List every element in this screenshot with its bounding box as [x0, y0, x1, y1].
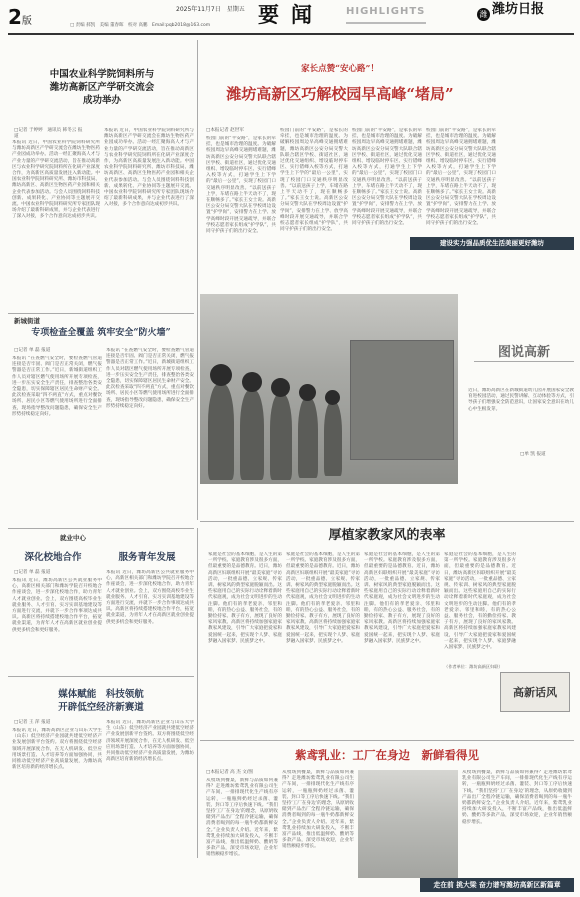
article-3-body: 本报讯 近日，潍坊高新区公共就业服务中心，高新区相关部门和潍坊学院召开校地合作座谈会，进一步深化校地合作，助力青年人才就业创业。会上，双方围绕高校毕业生就业服务、人才引育、实习实训基地建设等方面进行交流，并就下一步合作事项达成共识。高新区将持续搭建校地合作平台，拓宽就业渠道，为青年人才在高新区就业创业提供更多机会和更好服务。 [12, 578, 102, 633]
article-3-title-left: 深化校地合作 [24, 552, 82, 563]
article-6-body-cont: 家庭是社会的基本细胞，是人生的第一所学校。家庭教育涉及很多方面，但最重要的是品德教育。近日，潍坊高新区妇联组织开展“最美家庭”寻访活动，一批重品德、立家规、传家训、树家风的典型家庭脱颖而出。这些家庭用自己的实际行动诠释着新时代家庭观，成为社会文明进步的生动注脚。他们有的孝老爱亲、邻里和睦，有的热心公益、服务社会，有的勤俭持家、教子有方，展现了良好的家风家教。高新区将持续加强家庭家教家风建设，引导广大家庭把爱家和爱国统一起来，把实现个人梦、家庭梦融入国家梦、民族梦之中。 [364, 552, 440, 644]
row-divider [8, 313, 194, 314]
article-6-title: 厚植家教家风的表率 [328, 528, 446, 543]
display-board [350, 340, 454, 460]
masthead-rule [8, 33, 574, 35]
article-7-title: 紫鸢乳业：工厂在身边 新鲜看得见 [295, 748, 479, 762]
article-6-source: （作者单位：潍坊高新区妇联） [444, 664, 503, 669]
page-number: 2版 [8, 5, 32, 29]
column-divider [197, 528, 198, 858]
newspaper-logo: 潍坊日报 [492, 2, 545, 17]
article-7-body-cont: 从牧场到餐桌，新鲜与品质如何兼得？走进潍坊紫鸢乳业有限公司生产车间，一排排现代化生产线有序运转，一瓶瓶鲜奶经过杀菌、灌装、封口等工序后快速下线。“我们坚持‘工厂在身边’的理念，从原奶收储到产品出厂全程冷链运输，确保消费者喝到的每一瓶牛奶都新鲜安全。”企业负责人介绍。近年来，紫鸢乳业持续加大研发投入，不断丰富产品线，推出低温鲜奶、酸奶等多款产品，深受市场欢迎，企业年销售额稳步增长。 [282, 770, 354, 850]
article-2-byline: □记者 单 磊 报道 [14, 348, 51, 353]
article-3-byline: □记者 单 磊 报道 [14, 570, 51, 575]
row-divider [8, 676, 194, 677]
article-2-body: 本报讯 “在查燃气安全时，要检查燃气管道连接是否牢固、阀门是否正常关闭，燃气报警器是否正常工作。”近日，新城街道组织工作人员对辖区燃气使用场所开展专项检查，进一步压实安全生产责任，排查整治各类安全隐患，切实保障辖区居民生命财产安全。此次检查采取“四不两直”方式，重点对餐饮场所、居民小区等燃气使用场所进行全面排查，现场指导整改问题隐患，确保安全生产形势持续稳定向好。 [12, 356, 102, 417]
article-4-byline: □记者 王 萍 报道 [14, 720, 51, 725]
article-3-body-cont: 本报讯 近日，潍坊高新区公共就业服务中心，高新区相关部门和潍坊学院召开校地合作座谈会，进一步深化校地合作，助力青年人才就业创业。会上，双方围绕高校毕业生就业服务、人才引育、实习实训基地建设等方面进行交流，并就下一步合作事项达成共识。高新区将持续搭建校地合作平台，拓宽就业渠道，为青年人才在高新区就业创业提供更多机会和更好服务。 [106, 570, 194, 625]
article-4-body-cont: 本报讯 近日，潍坊高新区企业与山东大学生（山东）低空经济产业园就共建低空经济产业发展创新平台签约。双方将围绕低空经济领域开展深度合作，在无人机研发、低空应用场景打造、人才培养等方面加强协同，共同推动低空经济产业高质量发展，为潍坊高新区培育新的经济增长点。 [106, 720, 194, 763]
child-figure [324, 402, 342, 476]
photo-byline: □单 凯 报道 [520, 452, 546, 457]
article-7-body-cont: 从牧场到餐桌，新鲜与品质如何兼得？走进潍坊紫鸢乳业有限公司生产车间，一排排现代化生产线有序运转，一瓶瓶鲜奶经过杀菌、灌装、封口等工序后快速下线。“我们坚持‘工厂在身边’的理念，从原奶收储到产品出厂全程冷链运输，确保消费者喝到的每一瓶牛奶都新鲜安全。”企业负责人介绍。近年来，紫鸢乳业持续加大研发投入，不断丰富产品线，推出低温鲜奶、酸奶等多款产品，深受市场欢迎，企业年销售额稳步增长。 [462, 770, 572, 825]
article-7-byline: □本报记者 高 杰 文/图 [206, 770, 254, 775]
article-2-section: 新城街道 [14, 317, 40, 325]
newspaper-logo-icon: 潍 [477, 8, 490, 21]
article-1-title: 中国农业科学院饲料所与 潍坊高新区产学研交流会 成功举办 [49, 69, 155, 106]
article-2-body-cont: 本报讯 “在查燃气安全时，要检查燃气管道连接是否牢固、阀门是否正常关闭，燃气报警器是否正常工作。”近日，新城街道组织工作人员对辖区燃气使用场所开展专项检查，进一步压实安全生产责任，排查整治各类安全隐患，切实保障辖区居民生命财产安全。此次检查采取“四不两直”方式，重点对餐饮场所、居民小区等燃气使用场所进行全面排查，现场指导整改问题隐患，确保安全生产形势持续稳定向好。 [106, 348, 194, 409]
article-4-body: 本报讯 近日，潍坊高新区企业与山东大学生（山东）低空经济产业园就共建低空经济产业发展创新平台签约。双方将围绕低空经济领域开展深度合作，在无人机研发、低空应用场景打造、人才培养等方面加强协同，共同推动低空经济产业高质量发展，为潍坊高新区培育新的经济增长点。 [12, 728, 102, 771]
issue-date: 2025年11月7日 星期五 [176, 6, 245, 13]
article-5-byline: □本报记者 赵世军 [206, 128, 244, 133]
article-3-title-right: 服务青年发展 [118, 552, 176, 563]
article-1-body: 本报讯 近日，中国农业科学院饲料研究所与潍坊高新区产学研交流会在潍坊生物医药产业园成功举办。活动一经汇聚海高人才与产业力量的产学研交流活动，旨在推动高新区与农业科学研究院饲料所在化研产业深度合作，为高新区高质量发展注入新动能。中国农业科学院饲料研究所、潍坊市科技局、潍坊高新区、高新区生物医药产业园和相关企业代表参加活动。与会人员围绕饲料科技创新、成果转化、产业协同等主题展开交流。中国农业科学院饲料研究所专家团队现场介绍了最新科研成果，并与企业代表进行了深入对接，多个合作意向达成初步共识。 [12, 140, 100, 220]
child-head [242, 372, 262, 392]
school-safety-photo [200, 294, 458, 484]
child-head [299, 384, 316, 401]
child-figure [270, 394, 292, 480]
child-head [210, 364, 232, 386]
sidebar-right-body [500, 40, 574, 236]
article-5-body-cont: 校园门前的“平安路”，是家长的牵挂，也是城市治理的温度。为破解校园周边早高峰交通拥堵难题，潍坊高新区公安分局交警大队联合辖区学校、街道社区，通过优化交通组织、增设临时停车区、实行错峰入校等方式，打通学生上下学的“最后一公里”，实现了校园门口交通秩序明显改善。“以前送孩子上学，车堵在路上半天动不了，现在顺畅多了。”家长王女士说。高新区公安分局交警大队在学校周边设置“护学岗”，安排警力在上学、放学高峰时段开展交通疏导，并联合学校志愿者家长组成“护学队”，共同守护孩子们的出行安全。 [352, 128, 422, 227]
column-logo-box [500, 672, 570, 712]
article-4-title: 媒体赋能 科技领航 开辟低空经济新赛道 [58, 689, 144, 713]
child-figure [298, 398, 318, 478]
row-divider [200, 740, 574, 741]
article-5-body-cont: 校园门前的“平安路”，是家长的牵挂，也是城市治理的温度。为破解校园周边早高峰交通拥堵难题，潍坊高新区公安分局交警大队联合辖区学校、街道社区，通过优化交通组织、增设临时停车区、实行错峰入校等方式，打通学生上下学的“最后一公里”，实现了校园门口交通秩序明显改善。“以前送孩子上学，车堵在路上半天动不了，现在顺畅多了。”家长王女士说。高新区公安分局交警大队在学校周边设置“护学岗”，安排警力在上学、放学高峰时段开展交通疏导，并联合学校志愿者家长组成“护学队”，共同守护孩子们的出行安全。 [426, 128, 496, 227]
child-head [271, 378, 290, 397]
highlights-label: HIGHLIGHTS [346, 6, 426, 17]
article-2-title: 专项检查全覆盖 筑牢安全“防火墙” [31, 328, 171, 338]
editors-line: □ 责编 郝凯 美编 董春晖 校对 高鹏 Email:pqb2018@163.com [70, 23, 211, 28]
child-head [325, 390, 340, 405]
footer-banner: 走在前 挑大梁 奋力谱写潍坊高新区新篇章 [420, 878, 574, 892]
article-5-body: 校园门前的“平安路”，是家长的牵挂，也是城市治理的温度。为破解校园周边早高峰交通拥堵难题，潍坊高新区公安分局交警大队联合辖区学校、街道社区，通过优化交通组织、增设临时停车区、实行错峰入校等方式，打通学生上下学的“最后一公里”，实现了校园门口交通秩序明显改善。“以前送孩子上学，车堵在路上半天动不了，现在顺畅多了。”家长王女士说。高新区公安分局交警大队在学校周边设置“护学岗”，安排警力在上学、放学高峰时段开展交通疏导，并联合学校志愿者家长组成“护学队”，共同守护孩子们的出行安全。 [206, 136, 276, 235]
row-divider [8, 528, 194, 529]
child-figure [208, 384, 234, 480]
article-3-section: 就业中心 [60, 534, 86, 542]
article-5-banner: 建设实力强品质优生活美丽更好潍坊 [410, 237, 574, 250]
column-divider [197, 40, 198, 520]
photo-column-tag: 图说高新 [474, 345, 574, 362]
article-1-body-cont: 本报讯 近日，中国农业科学院饲料研究所与潍坊高新区产学研交流会在潍坊生物医药产业园成功举办。活动一经汇聚海高人才与产业力量的产学研交流活动，旨在推动高新区与农业科学研究院饲料所在化研产业深度合作，为高新区高质量发展注入新动能。中国农业科学院饲料研究所、潍坊市科技局、潍坊高新区、高新区生物医药产业园和相关企业代表参加活动。与会人员围绕饲料科技创新、成果转化、产业协同等主题展开交流。中国农业科学院饲料研究所专家团队现场介绍了最新科研成果，并与企业代表进行了深入对接，多个合作意向达成初步共识。 [104, 128, 194, 208]
article-6-body-cont: 家庭是社会的基本细胞，是人生的第一所学校。家庭教育涉及很多方面，但最重要的是品德教育。近日，潍坊高新区妇联组织开展“最美家庭”寻访活动，一批重品德、立家规、传家训、树家风的典型家庭脱颖而出。这些家庭用自己的实际行动诠释着新时代家庭观，成为社会文明进步的生动注脚。他们有的孝老爱亲、邻里和睦，有的热心公益、服务社会，有的勤俭持家、教子有方，展现了良好的家风家教。高新区将持续加强家庭家教家风建设，引导广大家庭把爱家和爱国统一起来，把实现个人梦、家庭梦融入国家梦、民族梦之中。 [286, 552, 360, 644]
article-5-kicker: 家长点赞“安心路”！ [301, 64, 379, 74]
article-6-body-cont: 家庭是社会的基本细胞，是人生的第一所学校。家庭教育涉及很多方面，但最重要的是品德教育。近日，潍坊高新区妇联组织开展“最美家庭”寻访活动，一批重品德、立家规、传家训、树家风的典型家庭脱颖而出。这些家庭用自己的实际行动诠释着新时代家庭观，成为社会文明进步的生动注脚。他们有的孝老爱亲、邻里和睦，有的热心公益、服务社会，有的勤俭持家、教子有方，展现了良好的家风家教。高新区将持续加强家庭家教家风建设，引导广大家庭把爱家和爱国统一起来，把实现个人梦、家庭梦融入国家梦、民族梦之中。 [444, 552, 516, 651]
photo-caption: 近日，潍坊高新区在新城街道幼儿园开展国家安全教育进校园活动，通过民警讲解、互动体验等方式，引导孩子们增强安全防范意识，让国家安全意识在幼儿心中生根发芽。 [468, 388, 574, 412]
article-7-body: 从牧场到餐桌，新鲜与品质如何兼得？走进潍坊紫鸢乳业有限公司生产车间，一排排现代化生产线有序运转，一瓶瓶鲜奶经过杀菌、灌装、封口等工序后快速下线。“我们坚持‘工厂在身边’的理念，从原奶收储到产品出厂全程冷链运输，确保消费者喝到的每一瓶牛奶都新鲜安全。”企业负责人介绍。近年来，紫鸢乳业持续加大研发投入，不断丰富产品线，推出低温鲜奶、酸奶等多款产品，深受市场欢迎，企业年销售额稳步增长。 [206, 778, 278, 858]
article-6-body: 家庭是社会的基本细胞，是人生的第一所学校。家庭教育涉及很多方面，但最重要的是品德教育。近日，潍坊高新区妇联组织开展“最美家庭”寻访活动，一批重品德、立家规、传家训、树家风的典型家庭脱颖而出。这些家庭用自己的实际行动诠释着新时代家庭观，成为社会文明进步的生动注脚。他们有的孝老爱亲、邻里和睦，有的热心公益、服务社会，有的勤俭持家、教子有方，展现了良好的家风家教。高新区将持续加强家庭家教家风建设，引导广大家庭把爱家和爱国统一起来，把实现个人梦、家庭梦融入国家梦、民族梦之中。 [208, 552, 282, 644]
highlights-bar [346, 22, 426, 24]
child-figure [240, 390, 264, 480]
column-logo-text: 高新话风 [513, 686, 557, 699]
article-5-body-cont: 校园门前的“平安路”，是家长的牵挂，也是城市治理的温度。为破解校园周边早高峰交通拥堵难题，潍坊高新区公安分局交警大队联合辖区学校、街道社区，通过优化交通组织、增设临时停车区、实行错峰入校等方式，打通学生上下学的“最后一公里”，实现了校园门口交通秩序明显改善。“以前送孩子上学，车堵在路上半天动不了，现在顺畅多了。”家长王女士说。高新区公安分局交警大队在学校周边设置“护学岗”，安排警力在上学、放学高峰时段开展交通疏导，并联合学校志愿者家长组成“护学队”，共同守护孩子们的出行安全。 [280, 128, 348, 233]
dairy-factory-photo [358, 770, 458, 878]
section-title: 要闻 [258, 2, 324, 27]
article-5-title: 潍坊高新区巧解校园早高峰“堵局” [226, 85, 454, 103]
row-divider [200, 521, 574, 522]
article-1-byline: □记者 于婷婷 通讯员 韩冬云 报道 [14, 128, 83, 140]
page-unit: 版 [21, 16, 32, 27]
